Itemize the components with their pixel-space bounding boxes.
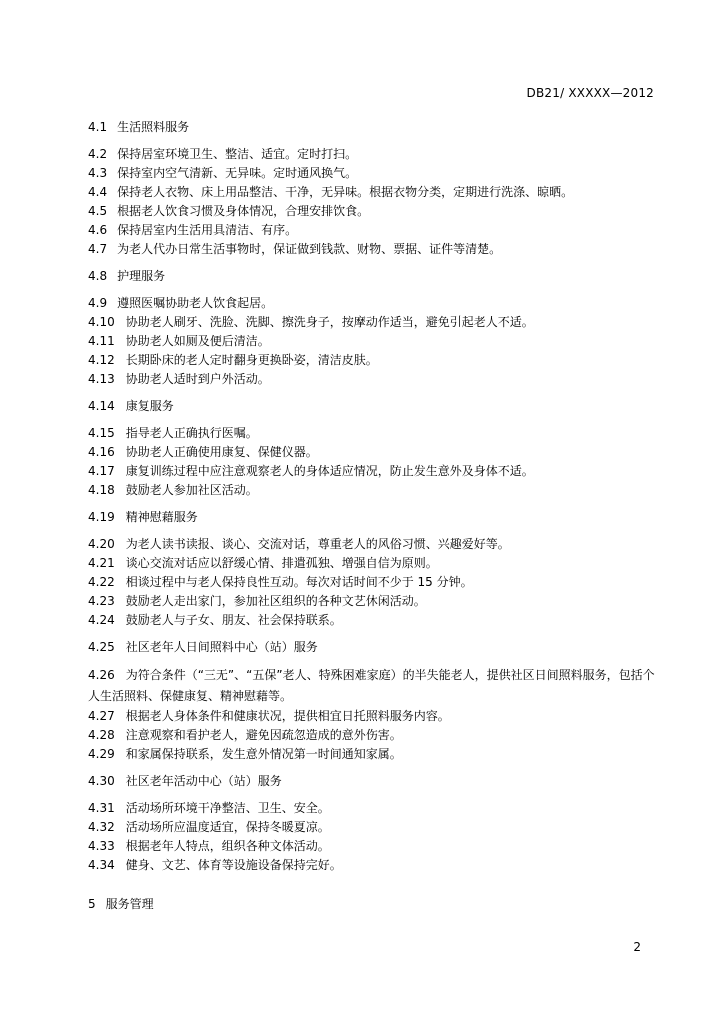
- clause-number: 4.7: [88, 242, 108, 256]
- clause-text: 协助老人适时到户外活动。: [125, 372, 270, 386]
- clause-number: 4.34: [88, 858, 115, 872]
- clause-line: [88, 818, 658, 837]
- clause-number: 4.3: [88, 166, 108, 180]
- clause-number: 4.11: [88, 334, 115, 348]
- clause-line: [88, 267, 658, 286]
- clause-text: 健身、文艺、体育等设施设备保持完好。: [125, 858, 342, 872]
- clause-line: [88, 145, 658, 164]
- clause-text: 长期卧床的老人定时翻身更换卧姿，清洁皮肤。: [125, 353, 378, 367]
- clause-number: 4.31: [88, 801, 115, 815]
- clause-number: 4.10: [88, 315, 115, 329]
- clause-line: [88, 351, 658, 370]
- clause-number: 4.4: [88, 185, 108, 199]
- clause-line: [88, 856, 658, 875]
- clause-line: [88, 895, 658, 914]
- clause-line: [88, 745, 658, 764]
- clause-number: 4.18: [88, 483, 115, 497]
- clause-number: 4.14: [88, 399, 115, 413]
- clause-text: 保持居室内生活用具清洁、有序。: [117, 223, 298, 237]
- clause-text: 为老人代办日常生活事物时，保证做到钱款、财物、票据、证件等清楚。: [117, 242, 502, 256]
- clause-text: 社区老年人日间照料中心（站）服务: [125, 640, 318, 654]
- clause-line: [88, 665, 658, 707]
- clause-number: 4.8: [88, 269, 108, 283]
- clause-line: [88, 535, 658, 554]
- clause-text: 根据老人饮食习惯及身体情况，合理安排饮食。: [117, 204, 370, 218]
- clause-number: 4.16: [88, 445, 115, 459]
- clause-line: [88, 707, 658, 726]
- clause-line: [88, 332, 658, 351]
- clause-text: 协助老人如厕及便后清洁。: [125, 334, 270, 348]
- clause-number: 4.22: [88, 575, 115, 589]
- clause-number: 4.5: [88, 204, 108, 218]
- clause-text: 护理服务: [117, 269, 166, 283]
- document-body: [88, 118, 658, 914]
- clause-text: 谈心交流对话应以舒缓心情、排遣孤独、增强自信为原则。: [125, 556, 438, 570]
- clause-line: [88, 638, 658, 657]
- clause-text: 精神慰藉服务: [125, 510, 198, 524]
- clause-number: 4.13: [88, 372, 115, 386]
- clause-line: [88, 443, 658, 462]
- clause-line: [88, 164, 658, 183]
- clause-number: 4.26: [88, 668, 115, 682]
- clause-text: 遵照医嘱协助老人饮食起居。: [117, 296, 274, 310]
- clause-number: 5: [88, 897, 96, 911]
- clause-text: 保持老人衣物、床上用品整洁、干净，无异味。根据衣物分类，定期进行洗涤、晾晒。: [117, 185, 574, 199]
- clause-number: 4.2: [88, 147, 108, 161]
- clause-number: 4.30: [88, 774, 115, 788]
- clause-text: 活动场所应温度适宜，保持冬暖夏凉。: [125, 820, 330, 834]
- clause-number: 4.15: [88, 426, 115, 440]
- clause-text: 为符合条件（“三无”、“五保”老人、特殊困难家庭）的半失能老人，提供社区日间照料服务，包括个人生活照料、保健康复、精神慰藉等。: [88, 668, 655, 703]
- clause-text: 鼓励老人参加社区活动。: [125, 483, 258, 497]
- clause-line: [88, 397, 658, 416]
- clause-text: 社区老年活动中心（站）服务: [125, 774, 282, 788]
- clause-text: 相谈过程中与老人保持良性互动。每次对话时间不少于 15 分钟。: [125, 575, 473, 589]
- document-code-header: DB21/ XXXXX—2012: [526, 86, 654, 100]
- clause-number: 4.20: [88, 537, 115, 551]
- clause-text: 根据老人身体条件和健康状况，提供相宜日托照料服务内容。: [125, 709, 450, 723]
- clause-text: 康复服务: [125, 399, 174, 413]
- clause-text: 和家属保持联系，发生意外情况第一时间通知家属。: [125, 747, 402, 761]
- clause-text: 服务管理: [105, 897, 154, 911]
- clause-line: [88, 294, 658, 313]
- clause-text: 鼓励老人走出家门，参加社区组织的各种文艺休闲活动。: [125, 594, 426, 608]
- clause-text: 为老人读书读报、谈心、交流对话，尊重老人的风俗习惯、兴趣爱好等。: [125, 537, 510, 551]
- clause-text: 注意观察和看护老人，避免因疏忽造成的意外伤害。: [125, 728, 402, 742]
- clause-line: [88, 313, 658, 332]
- clause-number: 4.12: [88, 353, 115, 367]
- clause-number: 4.21: [88, 556, 115, 570]
- clause-number: 4.19: [88, 510, 115, 524]
- clause-text: 活动场所环境干净整洁、卫生、安全。: [125, 801, 330, 815]
- clause-line: [88, 573, 658, 592]
- clause-line: [88, 462, 658, 481]
- clause-text: 指导老人正确执行医嘱。: [125, 426, 258, 440]
- clause-text: 保持室内空气清新、无异味。定时通风换气。: [117, 166, 358, 180]
- clause-line: [88, 118, 658, 137]
- clause-line: [88, 837, 658, 856]
- clause-number: 4.24: [88, 613, 115, 627]
- clause-text: 协助老人刷牙、洗脸、洗脚、擦洗身子，按摩动作适当，避免引起老人不适。: [125, 315, 534, 329]
- clause-text: 根据老年人特点，组织各种文体活动。: [125, 839, 330, 853]
- clause-number: 4.9: [88, 296, 108, 310]
- clause-number: 4.1: [88, 120, 108, 134]
- clause-number: 4.6: [88, 223, 108, 237]
- clause-number: 4.29: [88, 747, 115, 761]
- clause-line: [88, 240, 658, 259]
- clause-line: [88, 202, 658, 221]
- clause-text: 协助老人正确使用康复、保健仪器。: [125, 445, 318, 459]
- clause-line: [88, 370, 658, 389]
- clause-line: [88, 772, 658, 791]
- clause-text: 保持居室环境卫生、整洁、适宜。定时打扫。: [117, 147, 358, 161]
- clause-number: 4.27: [88, 709, 115, 723]
- clause-line: [88, 424, 658, 443]
- clause-line: [88, 726, 658, 745]
- clause-text: 生活照料服务: [117, 120, 190, 134]
- clause-line: [88, 221, 658, 240]
- clause-number: 4.25: [88, 640, 115, 654]
- clause-line: [88, 799, 658, 818]
- clause-number: 4.33: [88, 839, 115, 853]
- clause-number: 4.32: [88, 820, 115, 834]
- clause-line: [88, 481, 658, 500]
- clause-number: 4.28: [88, 728, 115, 742]
- page-number: 2: [633, 940, 641, 954]
- clause-line: [88, 554, 658, 573]
- clause-number: 4.23: [88, 594, 115, 608]
- clause-text: 鼓励老人与子女、朋友、社会保持联系。: [125, 613, 342, 627]
- clause-number: 4.17: [88, 464, 115, 478]
- clause-line: [88, 592, 658, 611]
- clause-line: [88, 508, 658, 527]
- clause-text: 康复训练过程中应注意观察老人的身体适应情况，防止发生意外及身体不适。: [125, 464, 534, 478]
- clause-line: [88, 183, 658, 202]
- clause-line: [88, 611, 658, 630]
